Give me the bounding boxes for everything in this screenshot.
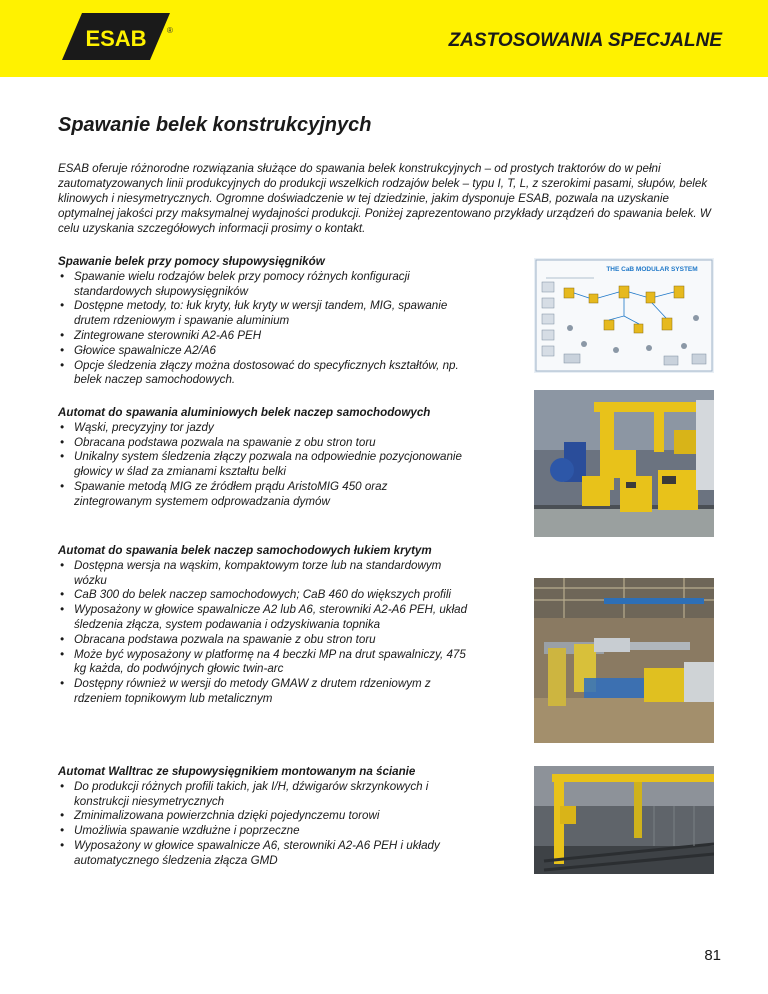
poster-title: THE CaB MODULAR SYSTEM	[606, 266, 698, 273]
list-item: • Spawanie wielu rodzajów belek przy pomocy różnych konfiguracji standardowych słupowysięgników	[58, 270, 468, 300]
saw-beam-welder-photo	[534, 578, 714, 743]
registered-mark: ®	[167, 26, 173, 35]
section-aluminium-beam	[58, 406, 468, 510]
section-title: ZASTOSOWANIA SPECJALNE	[448, 30, 722, 51]
list-item: • Głowice spawalnicze A2/A6	[58, 344, 468, 359]
list-item: • Może być wyposażony w platformę na 4 beczki MP na drut spawalniczy, 475 kg każda, do podwójnych głowic twin-arc	[58, 648, 468, 678]
list-item: • Zintegrowane sterowniki A2-A6 PEH	[58, 329, 468, 344]
header-band	[0, 0, 768, 77]
list-item: • Unikalny system śledzenia złączy pozwala na odpowiednie pozycjonowanie głowicy w ślad za zmianami kształtu belki	[58, 450, 468, 480]
list-item: • Spawanie metodą MIG ze źródłem prądu AristoMIG 450 oraz zintegrowanym systemem odprowadzania dymów	[58, 480, 468, 510]
list-item: • Obracana podstawa pozwala na spawanie z obu stron toru	[58, 633, 468, 648]
aluminium-beam-welder-photo	[534, 390, 714, 537]
list-item: • Dostępna wersja na wąskim, kompaktowym torze lub na standardowym wózku	[58, 559, 468, 589]
list-item: • Zminimalizowana powierzchnia dzięki pojedynczemu torowi	[58, 809, 468, 824]
section-saw-beam	[58, 544, 468, 707]
section-heading: Automat do spawania belek naczep samochodowych łukiem krytym	[58, 544, 432, 557]
list-item: • Obracana podstawa pozwala na spawanie z obu stron toru	[58, 436, 468, 451]
list-item: • Wyposażony w głowice spawalnicze A2 lub A6, sterowniki A2-A6 PEH, układ śledzenia złącza, system podawania i odzyskiwania topnika	[58, 603, 468, 633]
list-item: • Wyposażony w głowice spawalnicze A6, sterowniki A2-A6 PEH i układy automatycznego śledzenia złącza GMD	[58, 839, 468, 869]
section-heading: Spawanie belek przy pomocy słupowysięgników	[58, 255, 325, 268]
list-item: • CaB 300 do belek naczep samochodowych; CaB 460 do większych profili	[58, 588, 468, 603]
page-number: 81	[704, 947, 721, 964]
section-column-boom	[58, 255, 468, 388]
list-item: • Dostępne metody, to: łuk kryty, łuk kryty w wersji tandem, MIG, spawanie drutem rdzeniowym i spawanie aluminium	[58, 299, 468, 329]
list-item: • Umożliwia spawanie wzdłużne i poprzeczne	[58, 824, 468, 839]
list-item: • Dostępny również w wersji do metody GMAW z drutem rdzeniowym z rdzeniem topnikowym lub metalicznym	[58, 677, 468, 707]
cab-modular-system-poster	[534, 258, 714, 373]
list-item: • Wąski, precyzyjny tor jazdy	[58, 421, 468, 436]
section-walltrac	[58, 765, 468, 869]
walltrac-photo	[534, 766, 714, 874]
intro-paragraph: ESAB oferuje różnorodne rozwiązania służące do spawania belek konstrukcyjnych – od prostych traktorów do w pełni zautomatyzowanych linii produkcyjnych do produkcji wszelkich rodzajów belek – typu I, T, L, z szerokimi pasami, słupów, belek klinowych i niesymetrycznych. Ogromne doświadczenie w tej dziedzinie, jakim dysponuje ESAB, pozwala na uzyskanie optymalnej jakości przy maksymalnej wydajności produkcji. Poniżej zaprezentowano przykłady urządzeń do spawania belek. W celu uzyskania szczegółowych informacji prosimy o kontakt.	[58, 162, 711, 235]
svg-text:ESAB: ESAB	[85, 26, 147, 51]
list-item: • Do produkcji różnych profili takich, jak I/H, dźwigarów skrzynkowych i konstrukcji niesymetrycznych	[58, 780, 468, 810]
section-heading: Automat Walltrac ze słupowysięgnikiem montowanym na ścianie	[58, 765, 416, 778]
page-title: Spawanie belek konstrukcyjnych	[58, 114, 372, 136]
esab-logo	[62, 13, 170, 60]
section-heading: Automat do spawania aluminiowych belek naczep samochodowych	[58, 406, 431, 419]
list-item: • Opcje śledzenia złączy można dostosować do specyficznych kształtów, np. belek naczep samochodowych.	[58, 359, 468, 389]
